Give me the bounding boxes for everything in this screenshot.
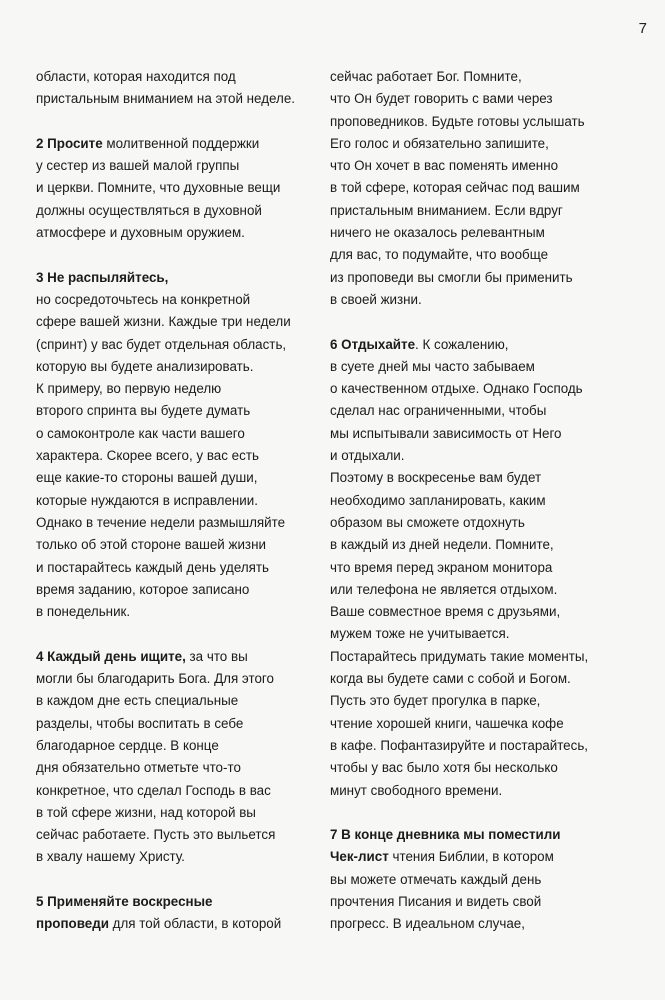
text-line: [36, 780, 314, 802]
text-line: [330, 222, 630, 244]
text-line: [36, 378, 314, 400]
text-line: [330, 869, 630, 891]
bold-text: 4 Каждый день ищите,: [36, 648, 186, 664]
text-run: ничего не оказалось релевантным: [330, 225, 545, 241]
text-run: для той области, в которой: [108, 916, 282, 932]
text-run: но сосредоточьтесь на конкретной: [36, 291, 251, 307]
text-run: . К сожалению,: [415, 336, 509, 352]
text-line: [330, 579, 630, 601]
bold-text: 3 Не распыляйтесь,: [36, 269, 169, 285]
text-line: [36, 913, 314, 935]
text-run: молитвенной поддержки: [102, 135, 260, 151]
text-run: сфере вашей жизни. Каждые три недели: [36, 314, 291, 330]
text-line: [36, 400, 314, 422]
text-line: [330, 400, 630, 422]
text-run: или телефона не является отдыхом.: [330, 581, 558, 597]
text-run: прочтения Писания и видеть свой: [330, 893, 542, 909]
text-line: [36, 177, 314, 199]
text-line: [36, 824, 314, 846]
text-line: [330, 690, 630, 712]
text-line: [36, 735, 314, 757]
text-line: [330, 557, 630, 579]
bold-text: Чек-лист: [330, 849, 389, 865]
paragraph: [36, 66, 314, 111]
text-run: (спринт) у вас будет отдельная область,: [36, 336, 287, 352]
text-run: за что вы: [185, 648, 248, 664]
text-line: [36, 155, 314, 177]
text-run: чтение хорошей книги, чашечка кофе: [330, 715, 564, 731]
text-line: [330, 155, 630, 177]
text-line: [330, 378, 630, 400]
paragraph: [36, 646, 314, 869]
text-run: из проповеди вы смогли бы применить: [330, 269, 573, 285]
text-run: Пусть это будет прогулка в парке,: [330, 693, 541, 709]
text-line: [330, 623, 630, 645]
text-run: дня обязательно отметьте что-то: [36, 760, 241, 776]
text-run: образом вы сможете отдохнуть: [330, 514, 525, 530]
paragraph-gap: [330, 311, 630, 333]
text-run: пристальным вниманием на этой неделе.: [36, 91, 296, 107]
paragraph-gap: [36, 111, 314, 133]
text-run: области, которая находится под: [36, 69, 236, 84]
text-run: К примеру, во первую неделю: [36, 381, 222, 397]
text-line: [330, 913, 630, 935]
bold-text: 6 Отдыхайте: [330, 336, 416, 352]
text-run: Поэтому в воскресенье вам будет: [330, 470, 542, 486]
text-run: которые нуждаются в исправлении.: [36, 492, 258, 508]
text-run: вы можете отмечать каждый день: [330, 871, 542, 887]
text-run: характера. Скорее всего, у вас есть: [36, 448, 259, 464]
text-line: [36, 490, 314, 512]
text-run: разделы, чтобы воспитать в себе: [36, 715, 244, 731]
bold-text: 2 Просите: [36, 135, 103, 151]
bold-text: проповеди: [36, 916, 109, 932]
text-line: [36, 690, 314, 712]
text-run: проповедников. Будьте готовы услышать: [330, 113, 585, 129]
text-run: когда вы будете сами с собой и Богом.: [330, 671, 571, 687]
text-line: [330, 66, 630, 88]
text-run: еще какие-то стороны вашей души,: [36, 470, 258, 486]
text-line: [330, 267, 630, 289]
text-line: [36, 88, 314, 110]
text-line: [36, 334, 314, 356]
text-run: в той сфере, которая сейчас под вашим: [330, 180, 580, 196]
text-line: [330, 445, 630, 467]
paragraph: [36, 891, 314, 936]
text-run: конкретное, что сделал Господь в вас: [36, 782, 271, 798]
text-run: Постарайтесь придумать такие моменты,: [330, 648, 589, 664]
text-run: у сестер из вашей малой группы: [36, 158, 240, 174]
text-run: мужем тоже не учитывается.: [330, 626, 510, 642]
paragraph: [330, 824, 630, 935]
text-line: [36, 222, 314, 244]
text-run: сделал нас ограниченными, чтобы: [330, 403, 547, 419]
bold-text: 7 В конце дневника мы поместили: [330, 827, 561, 843]
text-line: [36, 534, 314, 556]
text-line: [36, 646, 314, 668]
page-number: 7: [638, 20, 647, 37]
text-run: для вас, то подумайте, что вообще: [330, 247, 549, 263]
text-line: [330, 534, 630, 556]
text-line: [36, 356, 314, 378]
text-line: [36, 601, 314, 623]
text-run: в той сфере жизни, над которой вы: [36, 804, 256, 820]
text-run: что время перед экраном монитора: [330, 559, 553, 575]
text-line: [36, 289, 314, 311]
text-line: [330, 757, 630, 779]
text-line: [330, 244, 630, 266]
text-line: [330, 490, 630, 512]
text-run: что Он будет говорить с вами через: [330, 91, 553, 107]
text-line: [330, 735, 630, 757]
text-line: [36, 512, 314, 534]
text-run: в понедельник.: [36, 604, 131, 620]
text-line: [330, 111, 630, 133]
text-line: [36, 557, 314, 579]
text-run: о качественном отдыхе. Однако Господь: [330, 381, 583, 397]
text-line: [330, 824, 630, 846]
bold-text: 5 Применяйте воскресные: [36, 893, 213, 909]
text-run: сейчас работаете. Пусть это выльется: [36, 827, 276, 843]
text-line: [330, 467, 630, 489]
text-line: [330, 200, 630, 222]
paragraph: [330, 66, 630, 311]
text-run: мы испытывали зависимость от Него: [330, 425, 562, 441]
paragraph: [330, 334, 630, 802]
right-column: [330, 66, 630, 936]
paragraph-gap: [330, 802, 630, 824]
text-line: [330, 423, 630, 445]
text-run: в кафе. Пофантазируйте и постарайтесь,: [330, 737, 589, 753]
text-line: [36, 200, 314, 222]
text-run: и постарайтесь каждый день уделять: [36, 559, 270, 575]
paragraph: [36, 133, 314, 244]
text-line: [330, 601, 630, 623]
paragraph-gap: [36, 244, 314, 266]
text-line: [36, 311, 314, 333]
text-line: [36, 423, 314, 445]
text-line: [36, 467, 314, 489]
text-line: [330, 512, 630, 534]
paragraph-gap: [36, 623, 314, 645]
text-run: минут свободного времени.: [330, 782, 503, 798]
text-line: [36, 891, 314, 913]
text-run: Ваше совместное время с друзьями,: [330, 604, 561, 620]
text-line: [36, 757, 314, 779]
text-line: [330, 133, 630, 155]
text-line: [330, 177, 630, 199]
text-line: [36, 267, 314, 289]
text-line: [36, 445, 314, 467]
text-line: [330, 891, 630, 913]
text-run: в хвалу нашему Христу.: [36, 849, 185, 865]
text-run: в каждом дне есть специальные: [36, 693, 239, 709]
text-run: только об этой стороне вашей жизни: [36, 537, 266, 553]
text-line: [330, 334, 630, 356]
text-run: в каждый из дней недели. Помните,: [330, 537, 554, 553]
text-run: и отдыхали.: [330, 448, 405, 464]
text-run: второго спринта вы будете думать: [36, 403, 251, 419]
text-line: [330, 713, 630, 735]
text-run: о самоконтроле как части вашего: [36, 425, 245, 441]
text-run: чтобы у вас было хотя бы несколько: [330, 760, 558, 776]
text-run: необходимо запланировать, каким: [330, 492, 546, 508]
text-line: [36, 802, 314, 824]
text-line: [36, 133, 314, 155]
text-run: что Он хочет в вас поменять именно: [330, 158, 559, 174]
text-line: [330, 646, 630, 668]
text-line: [36, 668, 314, 690]
paragraph: [36, 267, 314, 624]
text-line: [330, 668, 630, 690]
text-run: Однако в течение недели размышляйте: [36, 514, 286, 530]
text-line: [36, 66, 314, 88]
text-run: должны осуществляться в духовной: [36, 202, 262, 218]
text-run: могли бы благодарить Бога. Для этого: [36, 671, 274, 687]
text-run: Его голос и обязательно запишите,: [330, 135, 549, 151]
paragraph-gap: [36, 869, 314, 891]
text-line: [36, 713, 314, 735]
text-run: прогресс. В идеальном случае,: [330, 916, 525, 932]
text-line: [36, 846, 314, 868]
text-line: [330, 289, 630, 311]
text-run: которую вы будете анализировать.: [36, 358, 254, 374]
text-run: атмосфере и духовным оружием.: [36, 225, 245, 241]
text-line: [330, 780, 630, 802]
text-line: [330, 356, 630, 378]
text-run: благодарное сердце. В конце: [36, 737, 219, 753]
text-run: сейчас работает Бог. Помните,: [330, 69, 522, 84]
text-line: [36, 579, 314, 601]
text-line: [330, 846, 630, 868]
text-line: [330, 88, 630, 110]
left-column: [36, 66, 314, 936]
text-run: и церкви. Помните, что духовные вещи: [36, 180, 281, 196]
text-run: в суете дней мы часто забываем: [330, 358, 535, 374]
text-run: время заданию, которое записано: [36, 581, 250, 597]
text-run: в своей жизни.: [330, 291, 422, 307]
text-run: пристальным вниманием. Если вдруг: [330, 202, 563, 218]
text-run: чтения Библии, в котором: [388, 849, 554, 865]
